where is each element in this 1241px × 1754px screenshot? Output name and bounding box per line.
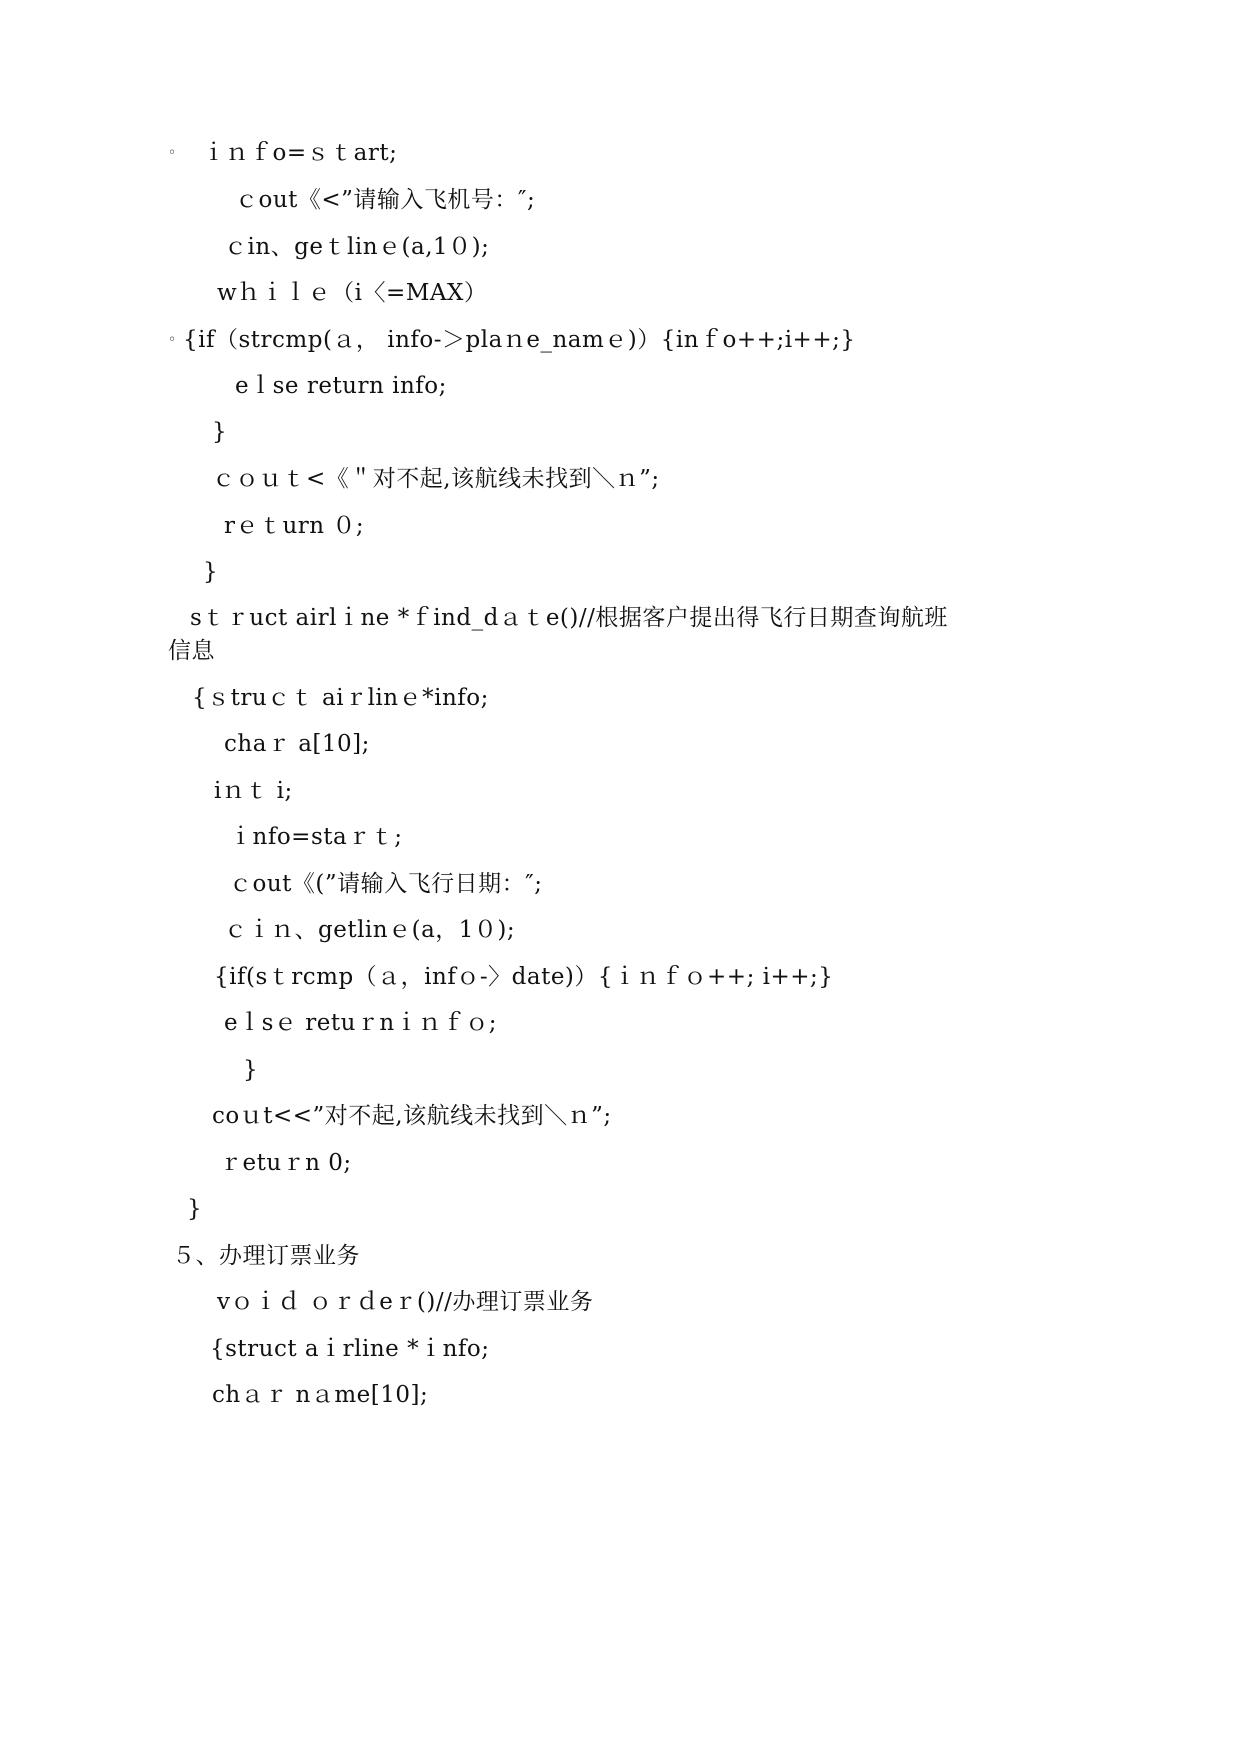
- code-line: ｃｉｎ、getlinｅ(a，1０);: [224, 917, 516, 943]
- list-bullet: ◦: [168, 145, 177, 161]
- code-line: eｌse return info;: [235, 373, 447, 399]
- code-line: }: [243, 1057, 259, 1083]
- code-line: eｌsｅ retuｒnｉｎｆｏ;: [224, 1010, 497, 1036]
- code-line: ｒetuｒn 0;: [219, 1150, 352, 1176]
- code-line: sｔｒuct airlｉne *ｆind_dａｔe()//根据客户提出得飞行日期查询航班: [190, 605, 948, 631]
- code-line: wｈｉｌｅ（i〈=MAX）: [217, 280, 488, 306]
- code-line: ｃout《(”请输入飞行日期：″;: [229, 871, 543, 897]
- code-line: chaｒ a[10];: [224, 731, 370, 757]
- code-line: {ｓtruｃｔ aiｒlinｅ*info;: [192, 685, 489, 711]
- code-line: {if（strcmp(ａ， info-＞plaｎe_namｅ)）{inｆo++;i++;}: [183, 327, 856, 353]
- code-line: coｕt<<”对不起,该航线未找到＼ｎ”;: [212, 1103, 612, 1129]
- code-line: 信息: [168, 638, 215, 664]
- code-line: ｉnfo=staｒｔ;: [229, 824, 403, 850]
- code-line: ｃin、geｔlinｅ(a,1０);: [224, 234, 490, 260]
- code-line: vｏｉｄ ｏｒｄeｒ()//办理订票业务: [217, 1289, 594, 1315]
- code-line: {struct aｉrline *ｉnfo;: [210, 1336, 490, 1362]
- code-line: ｃｏｕｔ<《＂对不起,该航线未找到＼ｎ”;: [212, 466, 660, 492]
- code-line: ｉｎｆo=ｓｔart;: [202, 140, 398, 166]
- code-line: rｅｔurn ０;: [224, 513, 365, 539]
- code-line: chａｒ nａme[10];: [212, 1382, 429, 1408]
- code-line: }: [212, 419, 228, 445]
- code-line: {if(sｔrcmp（ａ，infｏ-〉date)）{ｉｎｆｏ++; i++;}: [214, 964, 834, 990]
- code-line: }: [187, 1196, 203, 1222]
- code-line: iｎｔ i;: [214, 778, 293, 804]
- section-heading: ５、办理订票业务: [172, 1243, 360, 1269]
- code-line: }: [203, 559, 219, 585]
- list-bullet: ◦: [168, 332, 177, 348]
- code-line: ｃout《<”请输入飞机号：″;: [235, 187, 536, 213]
